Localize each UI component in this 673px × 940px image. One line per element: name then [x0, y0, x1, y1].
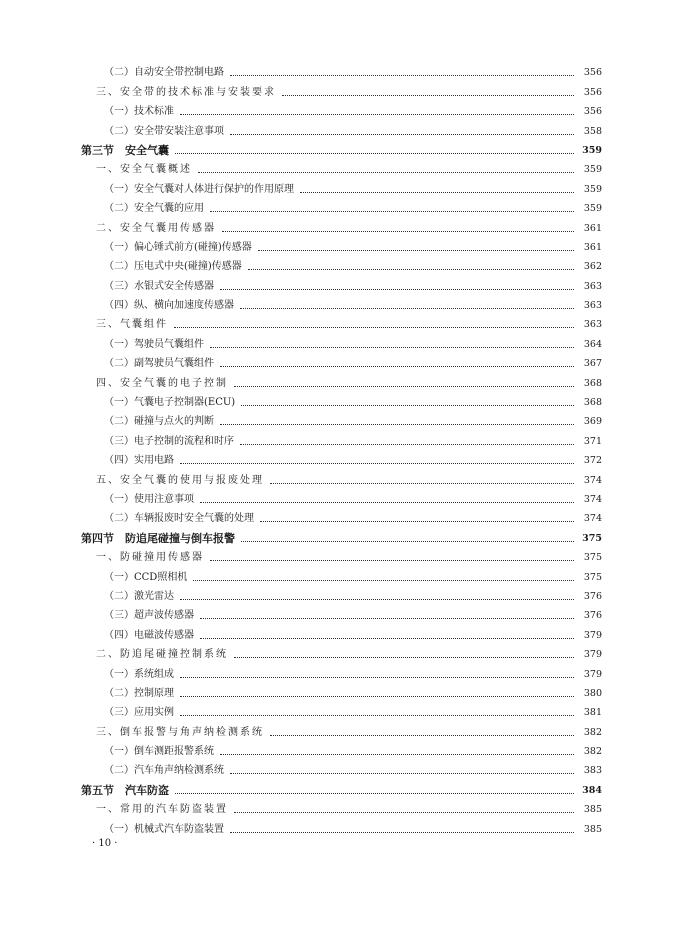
toc-entry	[0, 816, 673, 835]
toc-entry-title: 一、安全气囊概述	[96, 164, 192, 176]
toc-entry-title: 三、气囊组件	[96, 319, 168, 331]
dot-leader	[240, 444, 574, 445]
dot-leader	[210, 347, 574, 348]
dot-leader	[200, 618, 574, 619]
dot-leader	[260, 521, 574, 522]
toc-entry-page: 379	[583, 629, 602, 641]
toc-entry	[0, 370, 673, 389]
toc-entry-page: 375	[583, 571, 602, 583]
dot-leader	[270, 483, 574, 484]
dot-leader	[200, 502, 574, 503]
toc-entry	[0, 428, 673, 447]
toc-entry-title: （一）驾驶员气囊组件	[104, 338, 204, 350]
dot-leader	[174, 327, 574, 328]
toc-entry	[0, 545, 673, 564]
toc-entry-page: 363	[583, 300, 602, 312]
toc-entry-title: 二、防追尾碰撞控制系统	[96, 649, 228, 661]
toc-entry-title: 第五节 汽车防盗	[81, 783, 169, 797]
toc-entry-title: （四）纵、横向加速度传感器	[104, 300, 234, 312]
toc-entry-page: 381	[583, 707, 602, 719]
dot-leader	[220, 366, 574, 367]
toc-entry-title: （二）激光雷达	[104, 590, 174, 602]
dot-leader	[230, 134, 574, 135]
toc-entry	[0, 700, 673, 719]
toc-entry-page: 385	[583, 823, 602, 835]
toc-entry	[0, 797, 673, 816]
toc-entry	[0, 351, 673, 370]
dot-leader	[234, 657, 574, 658]
toc-entry-title: 三、倒车报警与角声纳检测系统	[96, 726, 264, 738]
toc-entry	[0, 603, 673, 622]
toc-entry-page: 368	[583, 377, 602, 389]
dot-leader	[180, 677, 574, 678]
dot-leader	[234, 812, 574, 813]
toc-entry	[0, 642, 673, 661]
toc-entry	[0, 622, 673, 641]
toc-entry-title: 四、安全气囊的电子控制	[96, 377, 228, 389]
toc-entry-page: 379	[583, 668, 602, 680]
toc-entry	[0, 235, 673, 254]
toc-entry-page: 367	[583, 358, 602, 370]
toc-entry-page: 376	[583, 590, 602, 602]
toc-entry	[0, 331, 673, 350]
toc-entry-title: （四）电磁波传感器	[104, 629, 194, 641]
dot-leader	[270, 735, 574, 736]
dot-leader	[220, 289, 574, 290]
toc-entry-title: （四）实用电路	[104, 455, 174, 467]
toc-entry	[0, 254, 673, 273]
dot-leader	[180, 463, 574, 464]
toc-entry-page: 385	[583, 804, 602, 816]
toc-entry-page: 356	[583, 106, 602, 118]
dot-leader	[210, 560, 574, 561]
toc-entry-title: （二）压电式中央(碰撞)传感器	[104, 261, 242, 273]
toc-entry	[0, 661, 673, 680]
toc-entry-page: 379	[583, 649, 602, 661]
dot-leader	[282, 95, 574, 96]
toc-entry	[0, 390, 673, 409]
dot-leader	[230, 832, 574, 833]
toc-entry-title: （三）应用实例	[104, 707, 174, 719]
toc-entry-title: （一）使用注意事项	[104, 493, 194, 505]
dot-leader	[193, 580, 574, 581]
toc-entry-page: 369	[583, 416, 602, 428]
toc-entry-title: 三、安全带的技术标准与安装要求	[96, 86, 276, 98]
toc-entry-title: （三）电子控制的流程和时序	[104, 435, 234, 447]
toc-entry	[0, 719, 673, 738]
toc-entry	[0, 584, 673, 603]
toc-entry	[0, 467, 673, 486]
dot-leader	[241, 541, 574, 542]
dot-leader	[230, 773, 574, 774]
toc-entry-page: 359	[582, 144, 602, 156]
dot-leader	[175, 153, 574, 154]
toc-entry-page: 374	[583, 474, 602, 486]
toc-entry-page: 371	[583, 435, 602, 447]
toc-entry-page: 363	[583, 280, 602, 292]
toc-entry-title: （二）车辆报废时安全气囊的处理	[104, 513, 254, 525]
dot-leader	[180, 114, 574, 115]
toc-entry-title: （二）自动安全带控制电路	[104, 67, 224, 79]
dot-leader	[230, 75, 574, 76]
toc-entry-title: （一）机械式汽车防盗装置	[104, 823, 224, 835]
toc-entry-title: （二）安全带安装注意事项	[104, 125, 224, 137]
dot-leader	[175, 793, 574, 794]
toc-entry	[0, 99, 673, 118]
toc-entry-page: 376	[583, 610, 602, 622]
toc-entry-title: （三）超声波传感器	[104, 610, 194, 622]
dot-leader	[180, 715, 574, 716]
dot-leader	[180, 599, 574, 600]
toc-entry	[0, 487, 673, 506]
toc-entry-page: 361	[583, 222, 602, 234]
dot-leader	[248, 269, 574, 270]
dot-leader	[300, 192, 574, 193]
toc-entry-page: 363	[583, 319, 602, 331]
toc-entry	[0, 525, 673, 544]
toc-entry-page: 359	[583, 183, 602, 195]
toc-entry-page: 372	[583, 455, 602, 467]
toc-entry-page: 375	[582, 532, 602, 544]
toc-entry	[0, 215, 673, 234]
toc-entry-title: 第三节 安全气囊	[81, 143, 169, 157]
toc-entry	[0, 777, 673, 796]
toc-entry-page: 382	[583, 726, 602, 738]
toc-entry-title: （一）安全气囊对人体进行保护的作用原理	[104, 183, 294, 195]
dot-leader	[180, 696, 574, 697]
dot-leader	[220, 754, 574, 755]
toc-entry-page: 361	[583, 241, 602, 253]
toc-entry-page: 356	[583, 86, 602, 98]
toc-entry-page: 362	[583, 261, 602, 273]
toc-entry	[0, 273, 673, 292]
table-of-contents	[0, 60, 673, 836]
toc-entry-title: （一）系统组成	[104, 668, 174, 680]
toc-entry-page: 380	[583, 687, 602, 699]
dot-leader	[210, 211, 574, 212]
toc-entry-title: 五、安全气囊的使用与报废处理	[96, 474, 264, 486]
toc-entry	[0, 564, 673, 583]
dot-leader	[234, 386, 574, 387]
toc-entry	[0, 196, 673, 215]
toc-entry-page: 384	[582, 784, 602, 796]
toc-entry-title: （一）CCD照相机	[104, 571, 188, 583]
toc-entry-title: （二）控制原理	[104, 687, 174, 699]
dot-leader	[200, 638, 574, 639]
toc-entry-title: 一、防碰撞用传感器	[96, 552, 204, 564]
toc-entry-title: （一）技术标准	[104, 106, 174, 118]
toc-entry-title: （二）副驾驶员气囊组件	[104, 358, 214, 370]
toc-entry-title: （一）偏心锤式前方(碰撞)传感器	[104, 241, 252, 253]
dot-leader	[240, 308, 574, 309]
toc-entry	[0, 739, 673, 758]
toc-entry-page: 383	[583, 765, 602, 777]
toc-entry	[0, 176, 673, 195]
toc-entry-page: 356	[583, 67, 602, 79]
toc-entry	[0, 60, 673, 79]
dot-leader	[258, 250, 574, 251]
toc-entry	[0, 157, 673, 176]
dot-leader	[220, 424, 574, 425]
toc-entry-title: 第四节 防追尾碰撞与倒车报警	[81, 531, 235, 545]
toc-entry-title: （二）安全气囊的应用	[104, 203, 204, 215]
toc-entry-page: 358	[583, 125, 602, 137]
toc-entry-title: （二）碰撞与点火的判断	[104, 416, 214, 428]
dot-leader	[241, 405, 574, 406]
toc-entry	[0, 138, 673, 157]
toc-entry-page: 374	[583, 513, 602, 525]
toc-entry-page: 359	[583, 164, 602, 176]
toc-entry-title: （三）水银式安全传感器	[104, 280, 214, 292]
toc-entry	[0, 681, 673, 700]
toc-entry-page: 359	[583, 203, 602, 215]
toc-entry-page: 374	[583, 493, 602, 505]
toc-entry-title: （一）倒车测距报警系统	[104, 746, 214, 758]
toc-entry	[0, 409, 673, 428]
toc-entry	[0, 79, 673, 98]
toc-entry-page: 375	[583, 552, 602, 564]
toc-entry	[0, 506, 673, 525]
toc-entry	[0, 312, 673, 331]
toc-entry-page: 368	[583, 397, 602, 409]
dot-leader	[222, 231, 574, 232]
toc-entry-title: （二）汽车角声纳检测系统	[104, 765, 224, 777]
toc-entry-page: 364	[583, 338, 602, 350]
dot-leader	[198, 172, 574, 173]
toc-entry-page: 382	[583, 746, 602, 758]
toc-entry-title: （一）气囊电子控制器(ECU)	[104, 397, 236, 409]
toc-entry	[0, 758, 673, 777]
toc-entry-title: 一、常用的汽车防盗装置	[96, 804, 228, 816]
toc-entry	[0, 293, 673, 312]
toc-entry	[0, 118, 673, 137]
toc-entry	[0, 448, 673, 467]
page-number: · 10 ·	[92, 838, 118, 849]
toc-entry-title: 二、安全气囊用传感器	[96, 222, 216, 234]
